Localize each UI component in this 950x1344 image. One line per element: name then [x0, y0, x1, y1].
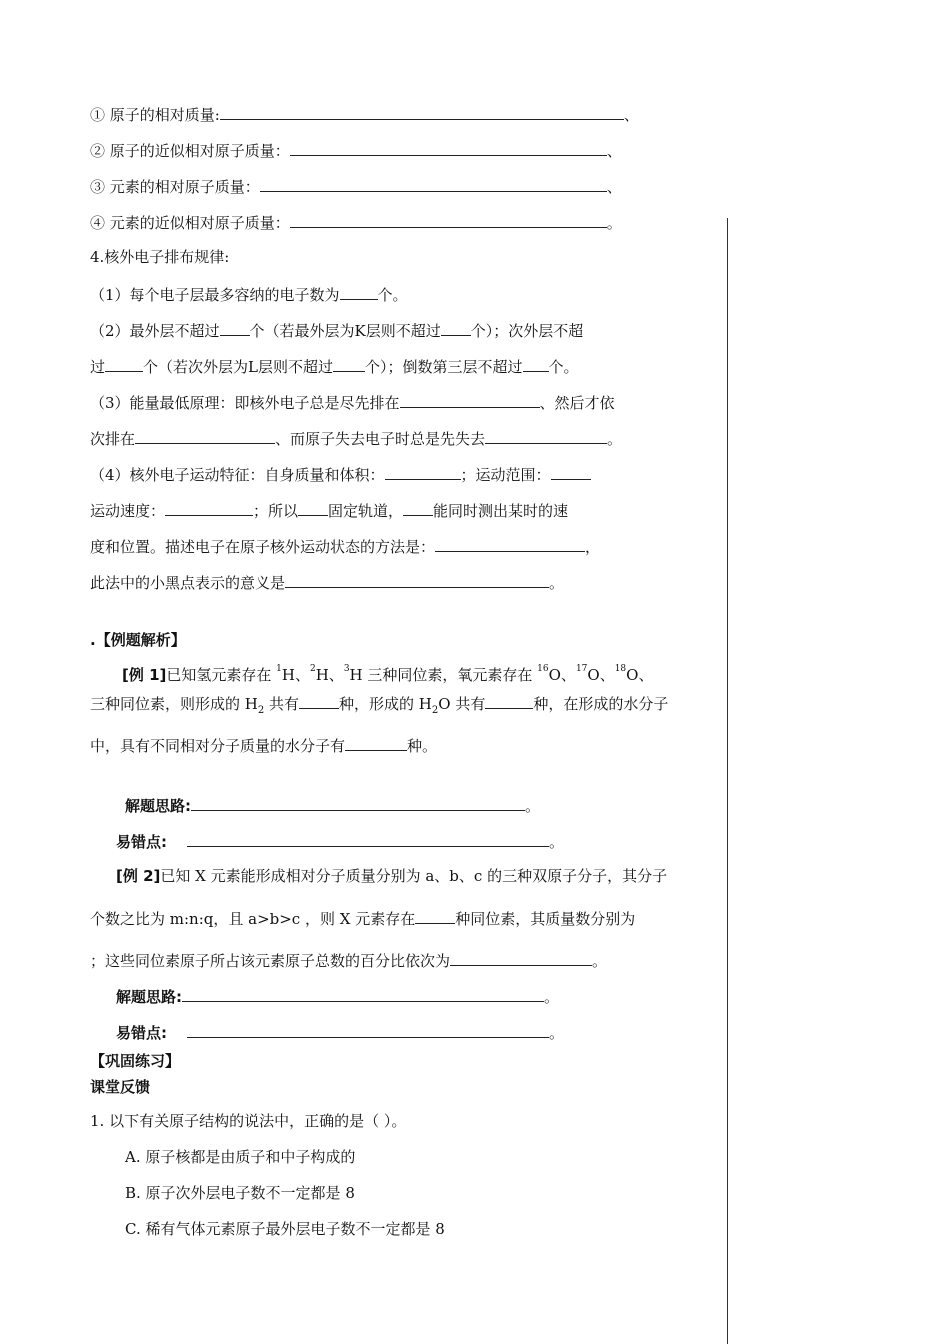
answer-blank[interactable]: [260, 175, 607, 192]
rule-4-continued-line-2: 度和位置。描述电子在原子核外运动状态的方法是： ，: [90, 535, 600, 557]
example-2-line-1: [例 2]已知 X 元素能形成相对分子质量分别为 a、b、c 的三种双原子分子，其分子: [116, 867, 668, 885]
answer-blank[interactable]: [187, 830, 549, 847]
rule-4-continued-line-1: 运动速度： ；所以 固定轨道， 能同时测出某时的速: [90, 499, 568, 521]
example-2-line-3: ；这些同位素原子所占该元素原子总数的百分比依次为 。: [90, 949, 607, 971]
rule-2-line: （2）最外层不超过 个（若最外层为K层则不超过 个）；次外层不超: [90, 319, 583, 341]
practice-heading: 【巩固练习】: [90, 1052, 181, 1070]
answer-blank[interactable]: [298, 499, 328, 516]
answer-blank[interactable]: [485, 427, 607, 444]
answer-blank[interactable]: [105, 355, 143, 372]
rule-4-continued-line-3: 此法中的小黑点表示的意义是 。: [90, 571, 564, 593]
example-2-idea: 解题思路: 。: [116, 985, 559, 1007]
question-1: 1. 以下有关原子结构的说法中，正确的是（ ）。: [90, 1112, 407, 1130]
answer-blank[interactable]: [191, 794, 525, 811]
example-1-error-point: 易错点: 。: [116, 830, 564, 852]
answer-blank[interactable]: [285, 571, 549, 588]
example-1-idea: 解题思路: 。: [125, 794, 540, 816]
item-approx-relative-atomic-mass: ② 原子的近似相对原子质量： 、: [90, 139, 622, 161]
answer-blank[interactable]: [290, 139, 607, 156]
example-2-error-point: 易错点: 。: [116, 1021, 564, 1043]
example-1-tag: [例 1]: [122, 666, 167, 684]
examples-heading: .【例题解析】: [90, 631, 186, 649]
answer-blank[interactable]: [385, 463, 461, 480]
answer-blank[interactable]: [187, 1021, 549, 1038]
answer-blank[interactable]: [182, 985, 544, 1002]
section-4-title: 4.核外电子排布规律:: [90, 248, 230, 266]
answer-blank[interactable]: [400, 391, 540, 408]
example-2-tag: [例 2]: [116, 867, 161, 885]
rule-3-line: （3）能量最低原理：即核外电子总是尽先排在 、然后才依: [90, 391, 615, 413]
example-1-line-2: 三种同位素，则形成的 $H_2$ 共有 种，形成的 $H_2O$ 共有 种，在形成的水分子: [90, 692, 668, 716]
answer-blank[interactable]: [165, 499, 253, 516]
option-a[interactable]: A. 原子核都是由质子和中子构成的: [125, 1148, 356, 1166]
answer-blank[interactable]: [415, 907, 455, 924]
answer-blank[interactable]: [441, 319, 471, 336]
rule-2-continued-line: 过 个（若次外层为L层则不超过 个）；倒数第三层不超过 个。: [90, 355, 579, 377]
answer-blank[interactable]: [551, 463, 591, 480]
item-element-approx-relative-atomic-mass: ④ 元素的近似相对原子质量： 。: [90, 211, 622, 233]
practice-subheading: 课堂反馈: [90, 1078, 151, 1096]
example-1-line-3: 中，具有不同相对分子质量的水分子有 种。: [90, 734, 437, 756]
answer-blank[interactable]: [345, 734, 407, 751]
answer-blank[interactable]: [220, 319, 250, 336]
answer-blank[interactable]: [333, 355, 365, 372]
answer-blank[interactable]: [523, 355, 549, 372]
item-element-relative-atomic-mass: ③ 元素的相对原子质量： 、: [90, 175, 622, 197]
example-1-line-1: [例 1]已知氢元素存在 $^1$H、$^2$H、$^3$H 三种同位素，氧元素存在 $^{16}$O、$^{17}$O、$^{18}$O、: [122, 664, 654, 684]
answer-blank[interactable]: [403, 499, 433, 516]
answer-blank[interactable]: [299, 692, 339, 709]
item-atomic-relative-mass: ① 原子的相对质量: 、: [90, 103, 639, 125]
rule-1-line: （1）每个电子层最多容纳的电子数为 个。: [90, 283, 408, 305]
answer-blank[interactable]: [435, 535, 585, 552]
margin-vertical-rule: [727, 218, 728, 1344]
rule-4-line: （4）核外电子运动特征：自身质量和体积： ；运动范围：: [90, 463, 591, 485]
answer-blank[interactable]: [340, 283, 378, 300]
rule-3-continued-line: 次排在 、而原子失去电子时总是先失去 。: [90, 427, 622, 449]
option-c[interactable]: C. 稀有气体元素原子最外层电子数不一定都是 8: [125, 1220, 445, 1238]
answer-blank[interactable]: [450, 949, 592, 966]
option-b[interactable]: B. 原子次外层电子数不一定都是 8: [125, 1184, 355, 1202]
answer-blank[interactable]: [135, 427, 275, 444]
answer-blank[interactable]: [290, 211, 607, 228]
answer-blank[interactable]: [485, 692, 533, 709]
example-2-line-2: 个数之比为 m:n:q，且 a>b>c ，则 X 元素存在 种同位素，其质量数分别为: [90, 907, 635, 929]
answer-blank[interactable]: [220, 103, 624, 120]
